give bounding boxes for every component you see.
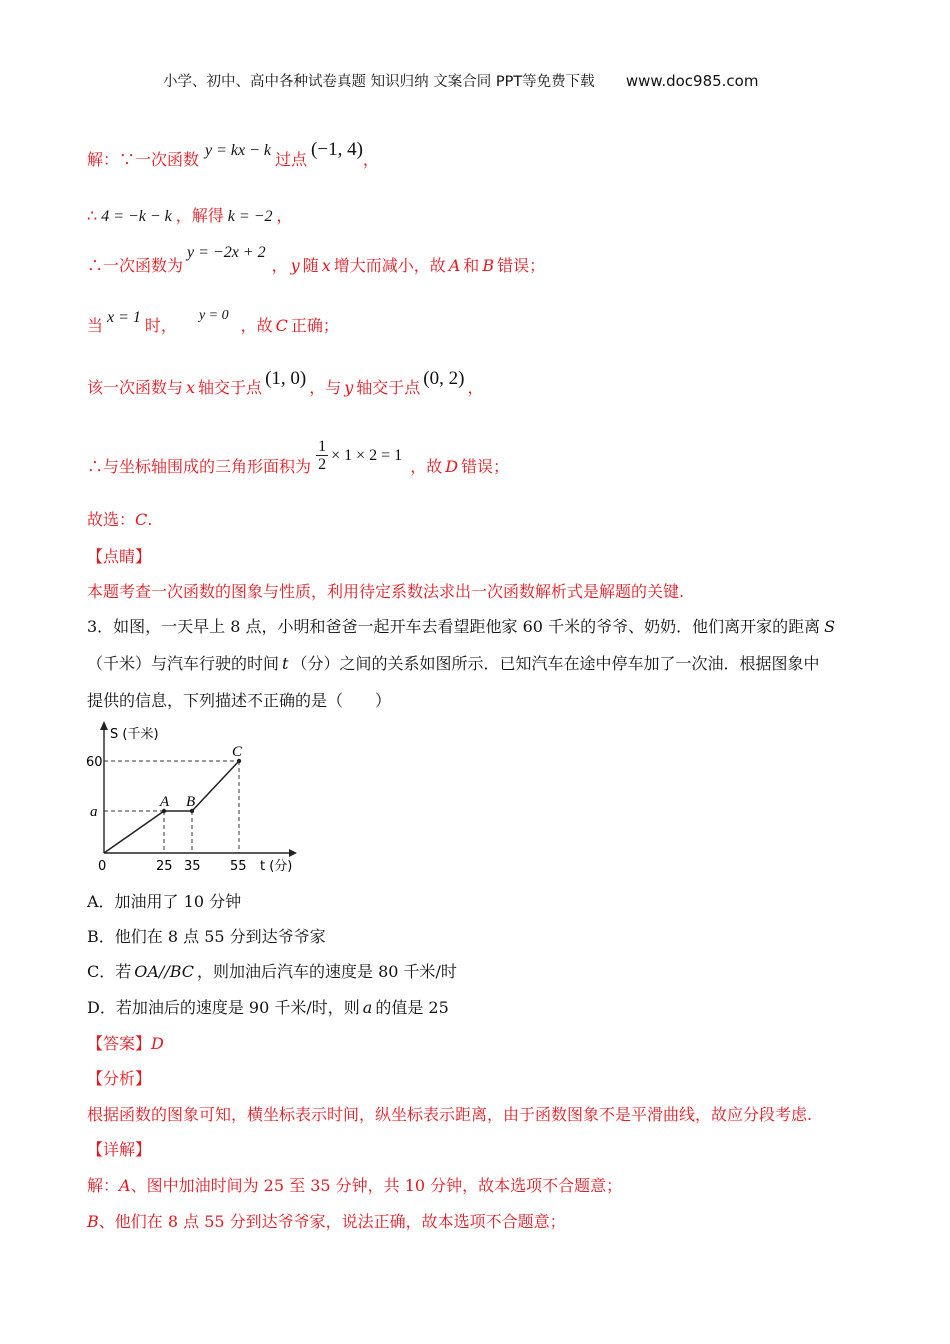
var: y xyxy=(290,256,300,275)
text: ∴一次函数为 xyxy=(87,256,184,275)
solution-line-2 xyxy=(87,206,293,227)
solution-line-6 xyxy=(87,438,510,485)
equation: × 1 × 2 = 1 xyxy=(331,446,403,464)
text: 随 xyxy=(302,256,319,275)
analysis-title: 【分析】 xyxy=(87,1069,152,1088)
text: ，故 xyxy=(410,457,443,476)
text: 故选： xyxy=(87,510,136,529)
origin-label: 0 xyxy=(98,859,107,874)
x-axis-arrow-icon xyxy=(289,849,297,857)
solution-line-3 xyxy=(87,244,546,277)
point: (−1, 4) xyxy=(311,139,363,160)
text: 当 xyxy=(87,316,104,335)
page-header xyxy=(163,70,758,91)
text: 过点 xyxy=(275,150,308,169)
detail-title: 【详解】 xyxy=(87,1140,152,1159)
var: a xyxy=(362,998,373,1017)
text: 、他们在 8 点 55 分到达爷爷家，说法正确，故本选项不合题意； xyxy=(98,1212,566,1231)
text: 正确； xyxy=(290,316,339,335)
text: 时， xyxy=(144,316,177,335)
graph-line xyxy=(104,761,239,853)
y-axis-label: S (千米) xyxy=(110,727,159,742)
equation: y = kx − k xyxy=(205,142,272,159)
label-A: A xyxy=(160,794,170,810)
question-3-line-2 xyxy=(87,654,819,674)
text: C．若 xyxy=(87,962,132,981)
text: 的值是 25 xyxy=(375,998,449,1017)
y-tick-a: a xyxy=(90,804,98,820)
header-text: 小学、初中、高中各种试卷真题 知识归纳 文案合同 PPT等免费下载 xyxy=(163,74,595,90)
answer-label: 【答案】 xyxy=(87,1034,152,1053)
option-D xyxy=(87,998,449,1018)
var: B xyxy=(482,256,495,275)
option-C xyxy=(87,962,457,982)
detail-line-2 xyxy=(87,1212,566,1232)
text: 错误； xyxy=(461,457,510,476)
choice-value: C xyxy=(135,510,148,529)
answer-value: D xyxy=(151,1034,164,1053)
point: (1, 0) xyxy=(265,368,307,389)
text: 错误； xyxy=(497,256,546,275)
option-B: B．他们在 8 点 55 分到达爷爷家 xyxy=(87,927,326,946)
question-3-line-3: 提供的信息，下列描述不正确的是（ ） xyxy=(87,691,392,710)
equation: y = 0 xyxy=(198,308,229,323)
solution-line-1 xyxy=(87,139,379,171)
text: ∴ xyxy=(87,206,98,225)
option-A: A．加油用了 10 分钟 xyxy=(87,892,242,911)
solution-line-5 xyxy=(87,368,484,398)
var: A xyxy=(448,256,461,275)
analysis-text: 根据函数的图象可知，横坐标表示时间，纵坐标表示距离，由于函数图象不是平滑曲线，故应分段考虑. xyxy=(87,1105,813,1124)
text: ∴与坐标轴围成的三角形面积为 xyxy=(87,457,312,476)
var: x xyxy=(321,256,331,275)
x-tick-25: 25 xyxy=(156,859,173,874)
var: A xyxy=(119,1176,131,1195)
label-B: B xyxy=(186,794,196,810)
text: ，解得 xyxy=(175,206,224,225)
var: S xyxy=(824,617,836,636)
x-axis-label: t (分) xyxy=(260,859,293,874)
text: ， xyxy=(276,206,293,225)
text: ，故 xyxy=(240,316,273,335)
text: 增大而减小，故 xyxy=(333,256,446,275)
text: D．若加油后的速度是 90 千米/时，则 xyxy=(87,998,360,1017)
text: 轴交于点 xyxy=(356,378,421,397)
var: C xyxy=(275,316,288,335)
text: 解：∵一次函数 xyxy=(87,150,200,169)
equation: 4 = −k − k xyxy=(101,208,172,225)
dianjing-text: 本题考查一次函数的图象与性质，利用待定系数法求出一次函数解析式是解题的关键. xyxy=(87,582,685,601)
text: 该一次函数与 xyxy=(87,378,184,397)
question-3-line-1 xyxy=(87,617,835,637)
text: 解： xyxy=(87,1176,120,1195)
text: 、图中加油时间为 25 至 35 分钟，共 10 分钟，故本选项不合题意； xyxy=(130,1176,623,1195)
text: ， xyxy=(271,256,288,275)
x-tick-55: 55 xyxy=(230,859,247,874)
solution-choice xyxy=(87,510,152,530)
equation: k = −2 xyxy=(227,208,273,225)
text: ， xyxy=(362,150,379,169)
solution-line-4 xyxy=(87,308,339,338)
y-axis-arrow-icon xyxy=(100,721,108,730)
text: ， xyxy=(467,378,484,397)
header-site: www.doc985.com xyxy=(625,72,759,90)
label-C: C xyxy=(232,744,243,760)
text: 轴交于点 xyxy=(198,378,263,397)
text: 和 xyxy=(463,256,480,275)
equation: x = 1 xyxy=(107,309,141,326)
text: ，与 xyxy=(309,378,342,397)
dianjing-title: 【点睛】 xyxy=(87,547,152,566)
y-tick-60: 60 xyxy=(86,755,103,770)
detail-line-1 xyxy=(87,1176,622,1196)
text: ，则加油后汽车的速度是 80 千米/时 xyxy=(197,962,457,981)
text: 3．如图，一天早上 8 点，小明和爸爸一起开车去看望距他家 60 千米的爷爷、奶奶．他们离开家的距离 xyxy=(87,617,821,636)
var: t xyxy=(282,654,289,673)
area-expression xyxy=(316,438,402,473)
var: D xyxy=(445,457,459,476)
var: y xyxy=(344,378,354,397)
point: (0, 2) xyxy=(423,368,465,389)
x-tick-35: 35 xyxy=(184,859,201,874)
fraction-half xyxy=(316,438,328,473)
var: B xyxy=(87,1212,99,1231)
equation: y = −2x + 2 xyxy=(187,244,266,261)
distance-time-graph xyxy=(84,718,304,878)
equation: OA//BC xyxy=(134,962,194,981)
denominator: 2 xyxy=(318,456,327,473)
answer xyxy=(87,1034,164,1054)
numerator: 1 xyxy=(318,438,327,455)
text: （千米）与汽车行驶的时间 xyxy=(87,654,280,673)
text: . xyxy=(147,510,153,529)
text: （分）之间的关系如图所示．已知汽车在途中停车加了一次油．根据图象中 xyxy=(291,654,820,673)
var: x xyxy=(186,378,196,397)
